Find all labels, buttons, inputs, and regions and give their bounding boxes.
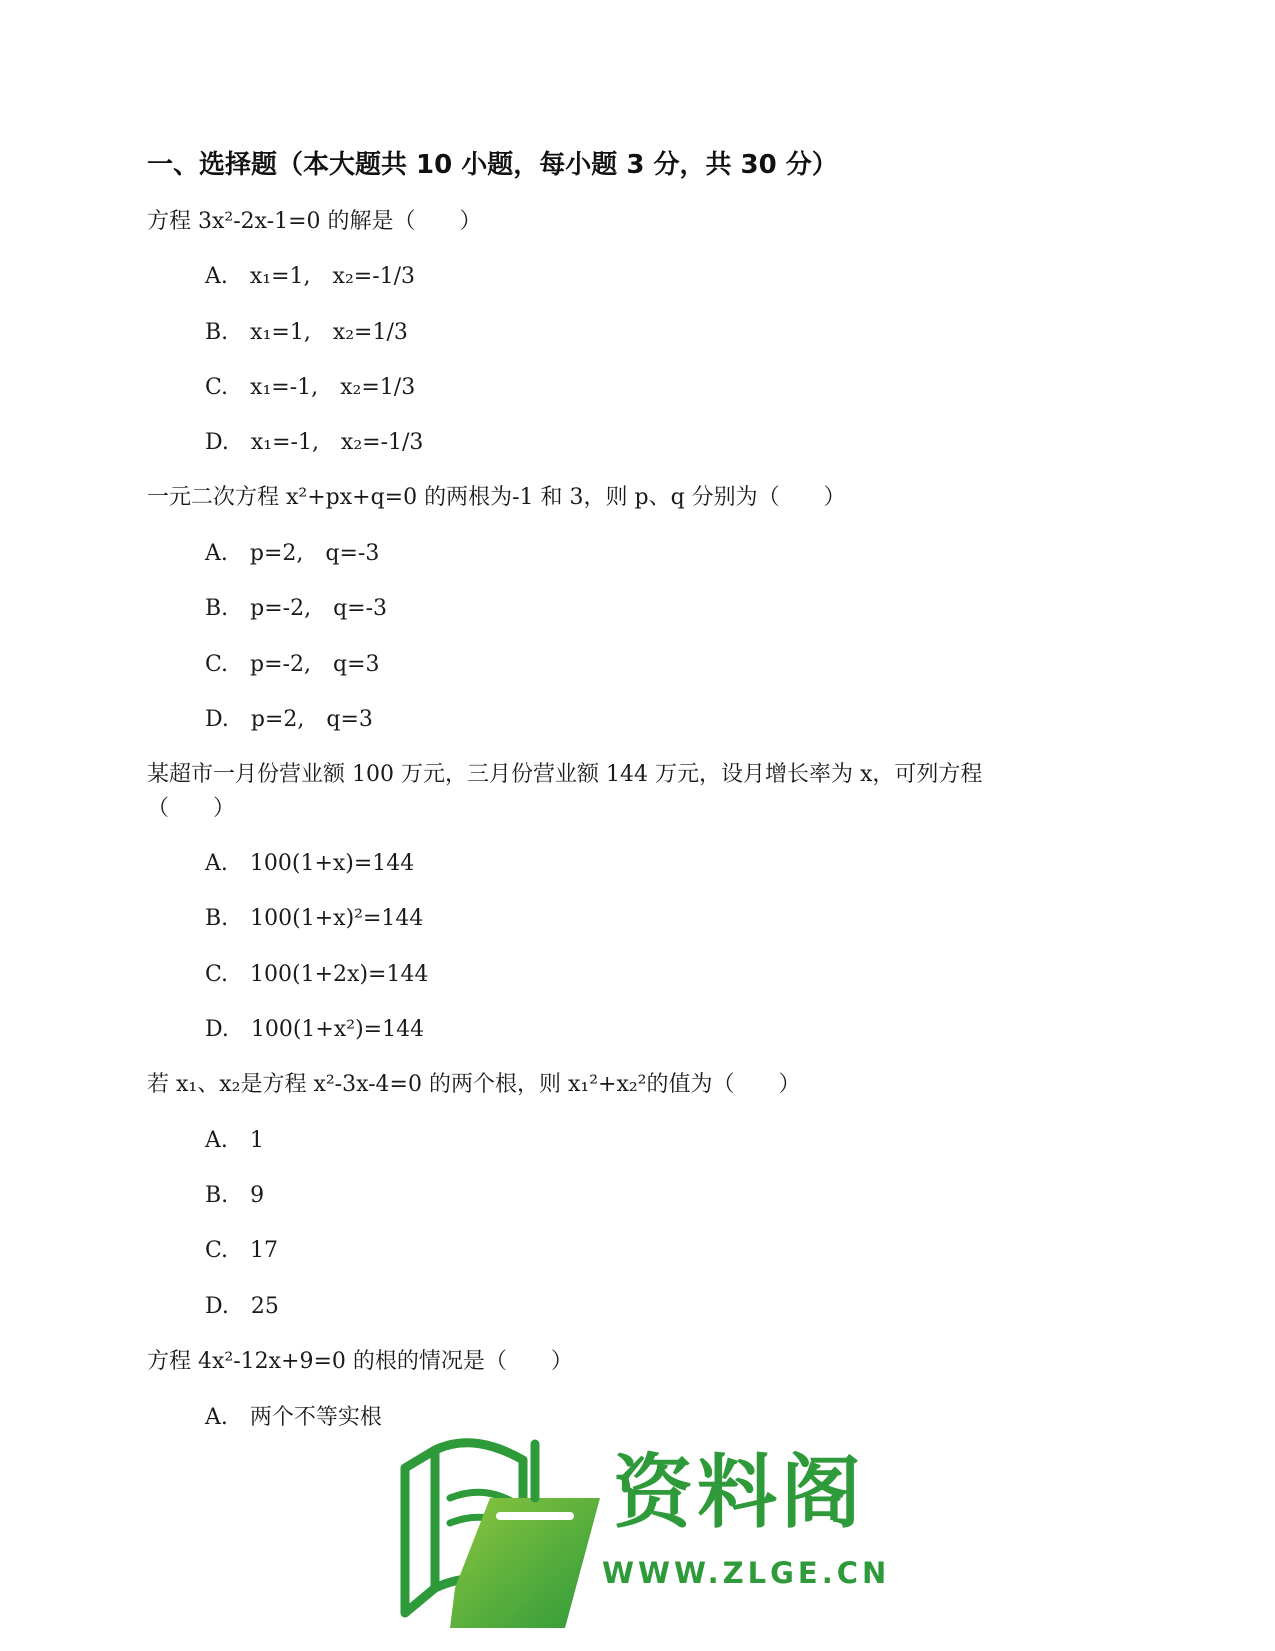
book-icon [395, 1438, 605, 1638]
question-3-option-c: C. 100(1+2x)=144 [205, 962, 429, 987]
question-1-option-c: C. x₁=-1, x₂=1/3 [205, 375, 416, 400]
question-5-option-a: A. 两个不等实根 [205, 1405, 382, 1430]
question-2-option-a: A. p=2, q=-3 [205, 541, 380, 566]
question-1-option-b: B. x₁=1, x₂=1/3 [205, 320, 408, 345]
question-4-option-d: D. 25 [205, 1294, 279, 1319]
question-1-stem: 方程 3x²-2x-1=0 的解是（ ） [147, 209, 482, 234]
question-2-stem: 一元二次方程 x²+px+q=0 的两根为-1 和 3，则 p、q 分别为（ ） [147, 485, 846, 510]
question-1-option-a: A. x₁=1, x₂=-1/3 [205, 264, 416, 289]
question-2-option-c: C. p=-2, q=3 [205, 652, 380, 677]
question-3-option-d: D. 100(1+x²)=144 [205, 1017, 425, 1042]
question-3-stem-continuation: （ ） [147, 796, 236, 821]
watermark-logo [395, 1438, 891, 1638]
watermark-url: WWW.ZLGE.CN [602, 1556, 891, 1590]
question-4-option-c: C. 17 [205, 1238, 279, 1263]
question-3-option-b: B. 100(1+x)²=144 [205, 906, 424, 931]
question-4-stem: 若 x₁、x₂是方程 x²-3x-4=0 的两个根，则 x₁²+x₂²的值为（ ） [147, 1072, 801, 1097]
question-1-option-d: D. x₁=-1, x₂=-1/3 [205, 430, 424, 455]
question-3-stem: 某超市一月份营业额 100 万元，三月份营业额 144 万元，设月增长率为 x，可列方程 [147, 762, 983, 787]
question-2-option-d: D. p=2, q=3 [205, 707, 373, 732]
question-4-option-a: A. 1 [205, 1128, 264, 1153]
watermark-name: 资料阁 [613, 1446, 865, 1539]
section-heading: 一、选择题（本大题共 10 小题，每小题 3 分，共 30 分） [147, 150, 838, 180]
question-2-option-b: B. p=-2, q=-3 [205, 596, 388, 621]
question-4-option-b: B. 9 [205, 1183, 265, 1208]
question-3-option-a: A. 100(1+x)=144 [205, 851, 415, 876]
question-5-stem: 方程 4x²-12x+9=0 的根的情况是（ ） [147, 1349, 573, 1374]
